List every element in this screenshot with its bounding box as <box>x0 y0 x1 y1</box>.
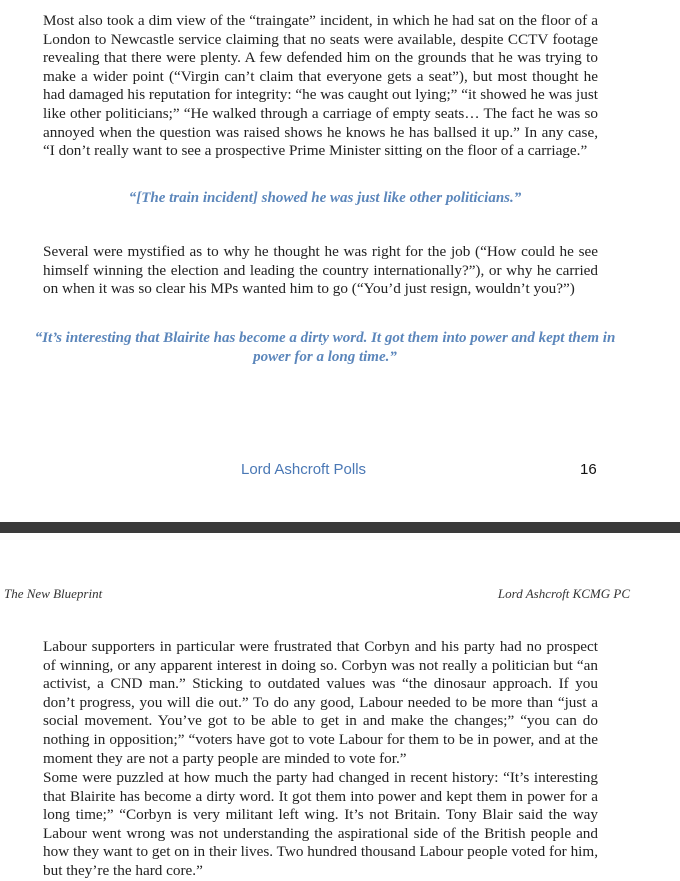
body-paragraph-mystified: Several were mystified as to why he thought he was right for the job (“How could he see himself winning the election and leading the country internationally?”), or why he carried on when it was so clear his MPs wanted him to go (“You’d just resign, wouldn’t you?”) <box>43 243 598 298</box>
page-number: 16 <box>580 461 597 478</box>
footer-brand: Lord Ashcroft Polls <box>241 461 367 478</box>
pull-quote-train-incident: “[The train incident] showed he was just like other politicians.” <box>128 190 522 206</box>
body-paragraph-blairite: Some were puzzled at how much the party had changed in recent history: “It’s interesting that Blairite has become a dirty word. It got them into power and kept them in power for a long time;” “Corbyn is very militant left wing. It’s not Britain. Tony Blair said the way Labour went wrong was not understanding the aspirational side of the British people and how they want to get on in their lives. Two hundred thousand Labour people voted for him, but they’re the hard core.” <box>43 769 598 879</box>
document-page-17 <box>0 551 680 879</box>
pull-quote-blairite: “It’s interesting that Blairite has become a dirty word. It got them into power and kept them in power for a long time.” <box>34 330 616 365</box>
page-gap <box>0 533 680 551</box>
page-divider <box>0 522 680 551</box>
body-paragraph-labour-supporters: Labour supporters in particular were frustrated that Corbyn and his party had no prospect of winning, or any apparent interest in doing so. Corbyn was not really a politician but “an activist, a CND man.” Sticking to outdated values was “the dinosaur approach. If you don’t progress, you will die out.” To do any good, Labour needed to be more than “just a social movement. You’ve got to be able to get in and make the changes;” “you can do nothing in opposition;” “voters have got to vote Labour for them to be in power, and at the moment they are not a party people are minded to vote for.” <box>43 638 598 767</box>
running-header-author: Lord Ashcroft KCMG PC <box>497 586 630 601</box>
body-paragraph-traingate: Most also took a dim view of the “traingate” incident, in which he had sat on the floor of a London to Newcastle service claiming that no seats were available, despite CCTV footage revealing that there were plenty. A few defended him on the grounds that he was trying to make a wider point (“Virgin can’t claim that everyone gets a seat”), but most thought he had damaged his reputation for integrity: “he was caught out lying;” “it showed he was just like other politicians;” “He walked through a carriage of empty seats… The fact he was so annoyed when the question was raised shows he knows he has ballsed it up.” In any case, “I don’t really want to see a prospective Prime Minister sitting on the floor of a carriage.” <box>43 12 598 160</box>
running-header-title: The New Blueprint <box>4 586 103 601</box>
page-shadow <box>0 522 680 533</box>
